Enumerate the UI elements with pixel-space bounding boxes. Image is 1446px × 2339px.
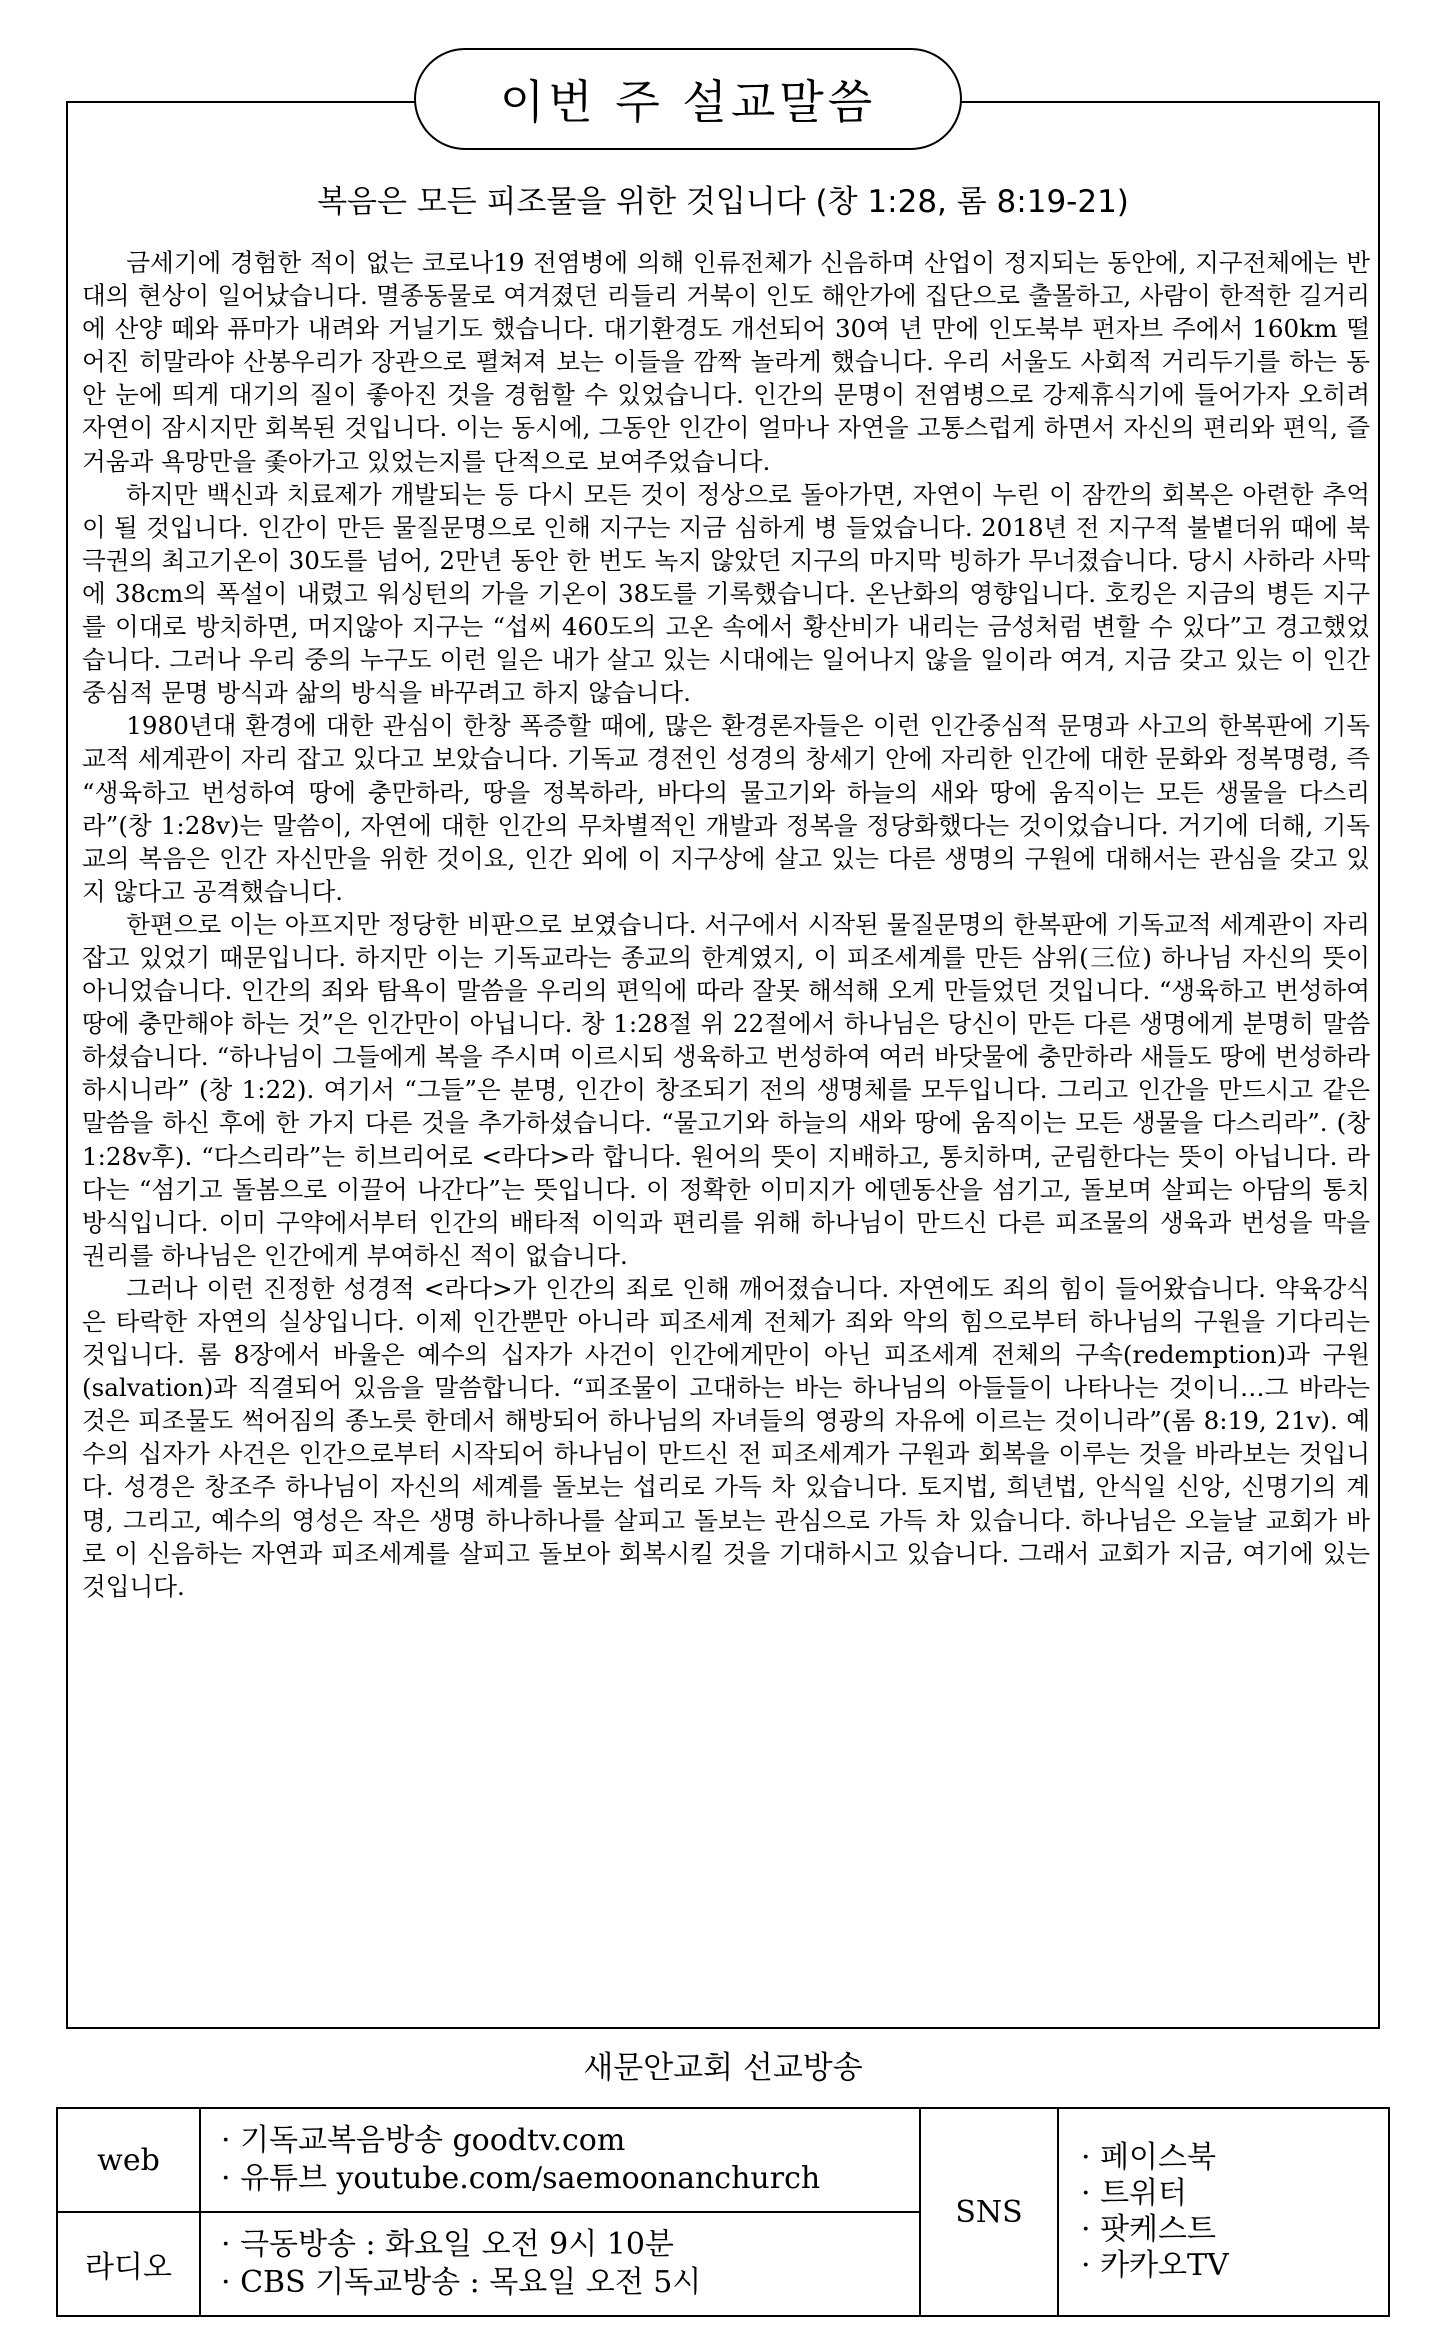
- radio-item-febc: · 극동방송 : 화요일 오전 9시 10분: [221, 2227, 674, 2262]
- sns-list: [1058, 2108, 1389, 2316]
- section-title-pill: [414, 48, 962, 150]
- web-label: web: [57, 2108, 200, 2212]
- sermon-paragraph: 금세기에 경험한 적이 없는 코로나19 전염병에 의해 인류전체가 신음하며 산업이 정지되는 동안에, 지구전체에는 반대의 현상이 일어났습니다. 멸종동물로 여겨졌던 리들리 거북이 인도 해안가에 집단으로 출몰하고, 사람이 한적한 길거리에 산양 떼와 퓨마가 내려와 거닐기도 했습니다. 대기환경도 개선되어 30여 년 만에 인도북부 펀자브 주에서 160km 떨어진 히말라야 산봉우리가 장관으로 펼쳐져 보는 이들을 깜짝 놀라게 했습니다. 우리 서울도 사회적 거리두기를 하는 동안 눈에 띄게 대기의 질이 좋아진 것을 경험할 수 있었습니다. 인간의 문명이 전염병으로 강제휴식기에 들어가자 오히려 자연이 잠시지만 회복된 것입니다. 이는 동시에, 그동안 인간이 얼마나 자연을 고통스럽게 하면서 자신의 편리와 편익, 즐거움과 욕망만을 좇아가고 있었는지를 단적으로 보여주었습니다.: [82, 248, 1370, 476]
- table-row: [57, 2108, 1389, 2212]
- sermon-paragraph: 한편으로 이는 아프지만 정당한 비판으로 보였습니다. 서구에서 시작된 물질문명의 한복판에 기독교적 세계관이 자리 잡고 있었기 때문입니다. 하지만 이는 기독교라는 종교의 한계였지, 이 피조세계를 만든 삼위(三位) 하나님 자신의 뜻이 아니었습니다. 인간의 죄와 탐욕이 말씀을 우리의 편익에 따라 잘못 해석해 오게 만들었던 것입니다. “생육하고 번성하여 땅에 충만해야 하는 것”은 인간만이 아닙니다. 창 1:28절 위 22절에서 하나님은 당신이 만든 다른 생명에게 분명히 말씀하셨습니다. “하나님이 그들에게 복을 주시며 이르시되 생육하고 번성하여 여러 바닷물에 충만하라 새들도 땅에 번성하라 하시니라” (창 1:22). 여기서 “그들”은 분명, 인간이 창조되기 전의 생명체를 모두입니다. 그리고 인간을 만드시고 같은 말씀을 하신 후에 한 가지 다른 것을 추가하셨습니다. “물고기와 하늘의 새와 땅에 움직이는 모든 생물을 다스리라”. (창 1:28v후). “다스리라”는 히브리어로 <라다>라 합니다. 원어의 뜻이 지배하고, 통치하며, 군림한다는 뜻이 아닙니다. 라다는 “섬기고 돌봄으로 이끌어 나간다”는 뜻입니다. 이 정확한 이미지가 에덴동산을 섬기고, 돌보며 살피는 아담의 통치방식입니다. 이미 구약에서부터 인간의 배타적 이익과 편리를 위해 하나님이 만드신 다른 피조물의 생육과 번성을 막을 권리를 하나님은 인간에게 부여하신 적이 없습니다.: [82, 909, 1370, 1270]
- sermon-paragraph: 1980년대 환경에 대한 관심이 한창 폭증할 때에, 많은 환경론자들은 이런 인간중심적 문명과 사고의 한복판에 기독교적 세계관이 자리 잡고 있다고 보았습니다. 기독교 경전인 성경의 창세기 안에 자리한 인간에 대한 문화와 정복명령, 즉 “생육하고 번성하여 땅에 충만하라, 땅을 정복하라, 바다의 물고기와 하늘의 새와 땅에 움직이는 모든 생물을 다스리라”(창 1:28v)는 말씀이, 자연에 대한 인간의 무차별적인 개발과 정복을 정당화했다는 것이었습니다. 거기에 더해, 기독교의 복음은 인간 자신만을 위한 것이요, 인간 외에 이 지구상에 살고 있는 다른 생명의 구원에 대해서는 관심을 갖고 있지 않다고 공격했습니다.: [82, 711, 1370, 906]
- web-list: [200, 2108, 920, 2212]
- sermon-paragraph: 하지만 백신과 치료제가 개발되는 등 다시 모든 것이 정상으로 돌아가면, 자연이 누린 이 잠깐의 회복은 아련한 추억이 될 것입니다. 인간이 만든 물질문명으로 인해 지구는 지금 심하게 병 들었습니다. 2018년 전 지구적 불볕더위 때에 북극권의 최고기온이 30도를 넘어, 2만년 동안 한 번도 녹지 않았던 지구의 마지막 빙하가 무너졌습니다. 당시 사하라 사막에 38cm의 폭설이 내렸고 워싱턴의 가을 기온이 38도를 기록했습니다. 온난화의 영향입니다. 호킹은 지금의 병든 지구를 이대로 방치하면, 머지않아 지구는 “섭씨 460도의 고온 속에서 황산비가 내리는 금성처럼 변할 수 있다”고 경고했었습니다. 그러나 우리 중의 누구도 이런 일은 내가 살고 있는 시대에는 일어나지 않을 일이라 여겨, 지금 갖고 있는 이 인간중심적 문명 방식과 삶의 방식을 바꾸려고 하지 않습니다.: [82, 479, 1370, 708]
- radio-list: [200, 2212, 920, 2316]
- sermon-body: [82, 246, 1370, 1603]
- sns-item-podcast[interactable]: · 팟케스트: [1081, 2212, 1216, 2247]
- web-link-youtube[interactable]: · 유튜브 youtube.com/saemoonanchurch: [221, 2161, 821, 2196]
- sns-label: SNS: [920, 2108, 1058, 2316]
- sns-item-facebook[interactable]: · 페이스북: [1081, 2140, 1216, 2175]
- sns-item-kakaotv[interactable]: · 카카오TV: [1081, 2248, 1229, 2283]
- radio-label: 라디오: [57, 2212, 200, 2316]
- broadcast-title: 새문안교회 선교방송: [583, 2050, 863, 2086]
- sermon-paragraph: 그러나 이런 진정한 성경적 <라다>가 인간의 죄로 인해 깨어졌습니다. 자연에도 죄의 힘이 들어왔습니다. 약육강식은 타락한 자연의 실상입니다. 이제 인간뿐만 아니라 피조세계 전체가 죄와 악의 힘으로부터 하나님의 구원을 기다리는 것입니다. 롬 8장에서 바울은 예수의 십자가 사건이 인간에게만이 아닌 피조세계 전체의 구속(redemption)과 구원(salvation)과 직결되어 있음을 말씀합니다. “피조물이 고대하는 바는 하나님의 아들들이 나타나는 것이니…그 바라는 것은 피조물도 썩어짐의 종노릇 한데서 해방되어 하나님의 자녀들의 영광의 자유에 이르는 것이니라”(롬 8:19, 21v). 예수의 십자가 사건은 인간으로부터 시작되어 하나님이 만드신 전 피조세계가 구원과 회복을 이루는 것을 바라보는 것입니다. 성경은 창조주 하나님이 자신의 세계를 돌보는 섭리로 가득 차 있습니다. 토지법, 희년법, 안식일 신앙, 신명기의 계명, 그리고, 예수의 영성은 작은 생명 하나하나를 살피고 돌보는 관심으로 가득 차 있습니다. 하나님은 오늘날 교회가 바로 이 신음하는 자연과 피조세계를 살피고 돌보아 회복시킬 것을 기대하시고 있습니다. 그래서 교회가 지금, 여기에 있는 것입니다.: [82, 1273, 1370, 1601]
- sermon-title: 복음은 모든 피조물을 위한 것입니다 (창 1:28, 롬 8:19-21): [317, 184, 1129, 220]
- web-link-goodtv[interactable]: · 기독교복음방송 goodtv.com: [221, 2123, 626, 2158]
- section-title: 이번 주 설교말씀: [499, 75, 877, 129]
- broadcast-table: [56, 2107, 1390, 2317]
- radio-item-cbs: · CBS 기독교방송 : 목요일 오전 5시: [221, 2265, 702, 2300]
- sns-item-twitter[interactable]: · 트위터: [1081, 2176, 1188, 2211]
